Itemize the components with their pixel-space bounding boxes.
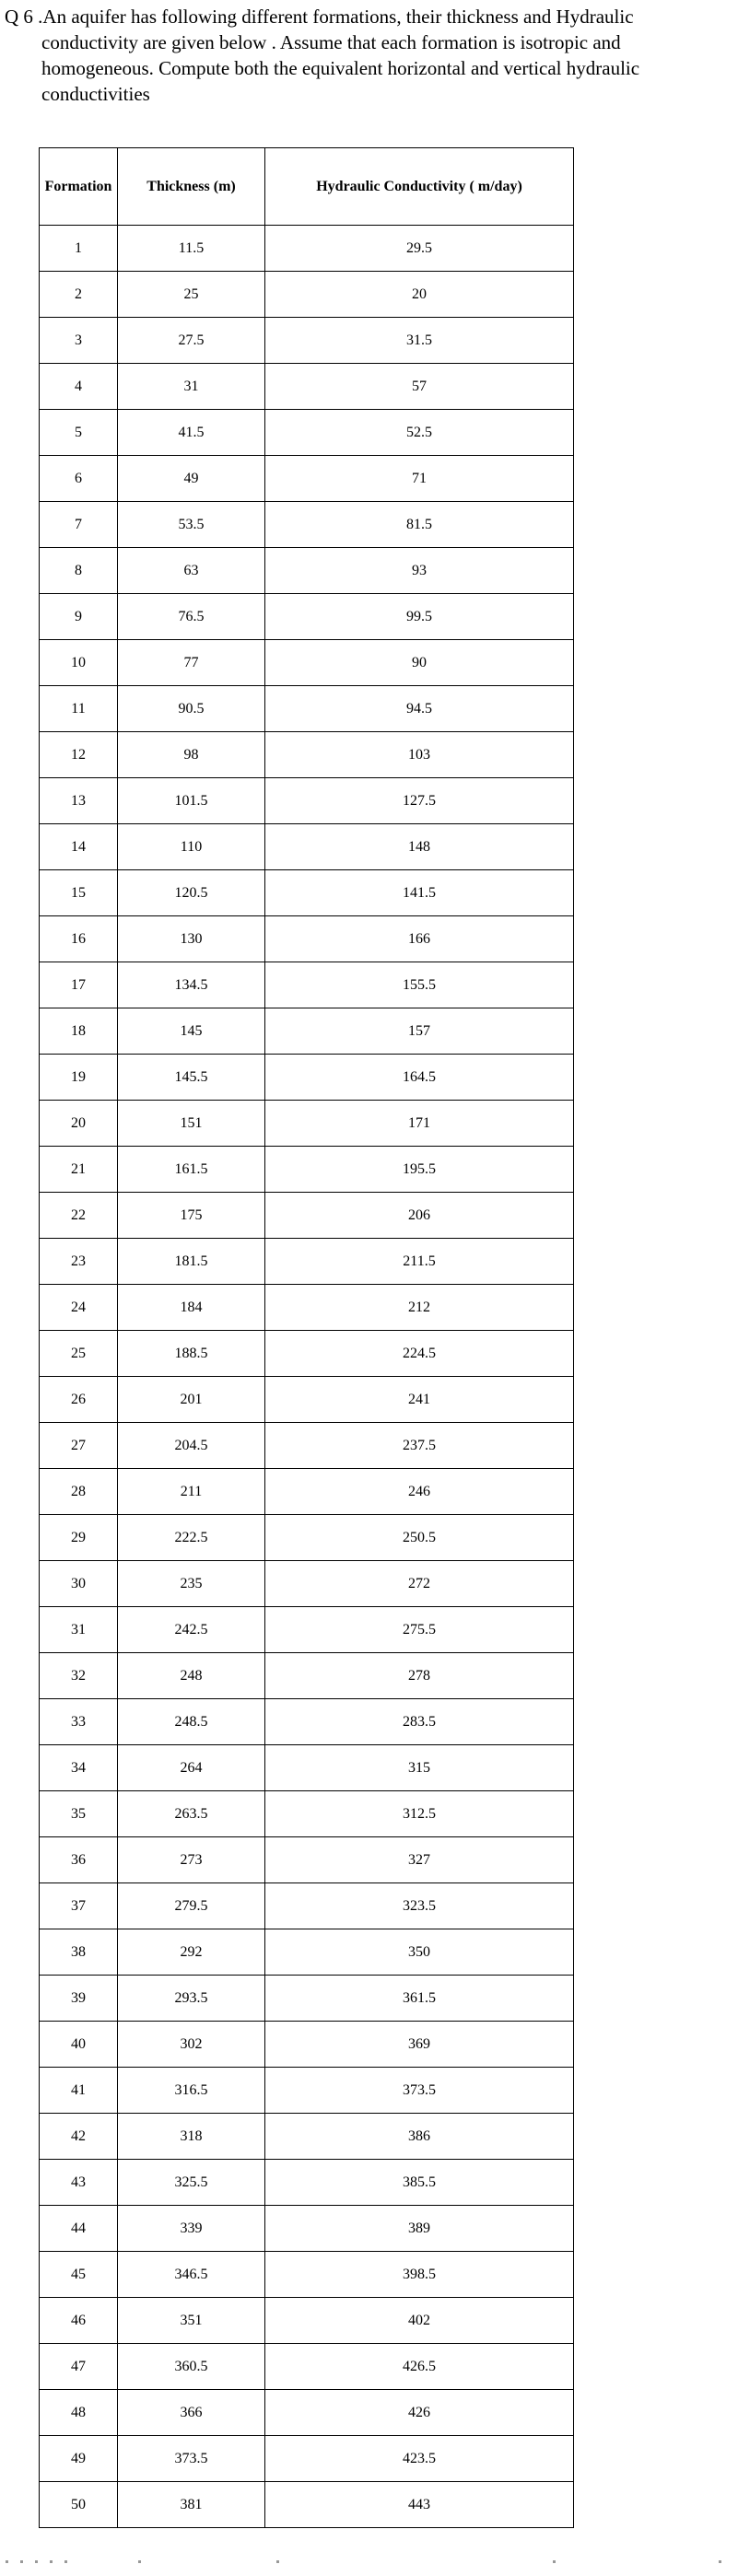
cell-conductivity: 103 (265, 732, 574, 778)
cell-thickness: 248 (118, 1653, 265, 1699)
table-row (40, 1883, 574, 1929)
table-row (40, 1653, 574, 1699)
cell-thickness: 181.5 (118, 1239, 265, 1285)
cell-thickness: 31 (118, 364, 265, 410)
cell-conductivity: 195.5 (265, 1147, 574, 1193)
cell-formation: 38 (40, 1929, 118, 1976)
cell-formation: 14 (40, 824, 118, 870)
table-row (40, 640, 574, 686)
footer-dot (719, 2560, 721, 2563)
cell-thickness: 77 (118, 640, 265, 686)
cell-thickness: 222.5 (118, 1515, 265, 1561)
table-row (40, 1745, 574, 1791)
cell-formation: 50 (40, 2482, 118, 2528)
table-header-row (40, 148, 574, 226)
table-row (40, 226, 574, 272)
table-row (40, 1285, 574, 1331)
cell-conductivity: 386 (265, 2114, 574, 2160)
cell-formation: 31 (40, 1607, 118, 1653)
table-row (40, 2114, 574, 2160)
table-row (40, 1147, 574, 1193)
footer-dot (276, 2560, 279, 2563)
table-row (40, 1515, 574, 1561)
table-row (40, 318, 574, 364)
cell-thickness: 201 (118, 1377, 265, 1423)
cell-formation: 37 (40, 1883, 118, 1929)
cell-thickness: 318 (118, 2114, 265, 2160)
cell-thickness: 120.5 (118, 870, 265, 916)
cell-thickness: 101.5 (118, 778, 265, 824)
cell-thickness: 211 (118, 1469, 265, 1515)
table-row (40, 962, 574, 1008)
cell-conductivity: 237.5 (265, 1423, 574, 1469)
cell-formation: 15 (40, 870, 118, 916)
cell-conductivity: 99.5 (265, 594, 574, 640)
cell-conductivity: 361.5 (265, 1976, 574, 2022)
table-row (40, 594, 574, 640)
cell-conductivity: 155.5 (265, 962, 574, 1008)
formation-table (39, 147, 574, 2528)
question-paragraph (5, 4, 705, 107)
cell-formation: 25 (40, 1331, 118, 1377)
table-row (40, 1976, 574, 2022)
cell-conductivity: 250.5 (265, 1515, 574, 1561)
cell-conductivity: 241 (265, 1377, 574, 1423)
cell-formation: 42 (40, 2114, 118, 2160)
cell-conductivity: 90 (265, 640, 574, 686)
table-row (40, 2206, 574, 2252)
table-row (40, 1929, 574, 1976)
cell-conductivity: 31.5 (265, 318, 574, 364)
cell-conductivity: 312.5 (265, 1791, 574, 1837)
cell-conductivity: 211.5 (265, 1239, 574, 1285)
cell-formation: 17 (40, 962, 118, 1008)
table-row (40, 548, 574, 594)
footer-dot (6, 2560, 8, 2563)
cell-thickness: 130 (118, 916, 265, 962)
cell-conductivity: 20 (265, 272, 574, 318)
cell-conductivity: 423.5 (265, 2436, 574, 2482)
cell-formation: 34 (40, 1745, 118, 1791)
cell-formation: 9 (40, 594, 118, 640)
cell-formation: 3 (40, 318, 118, 364)
cell-thickness: 27.5 (118, 318, 265, 364)
table-row (40, 364, 574, 410)
cell-thickness: 302 (118, 2022, 265, 2068)
cell-formation: 2 (40, 272, 118, 318)
cell-formation: 44 (40, 2206, 118, 2252)
table-row (40, 1561, 574, 1607)
cell-conductivity: 278 (265, 1653, 574, 1699)
cell-thickness: 346.5 (118, 2252, 265, 2298)
cell-conductivity: 93 (265, 548, 574, 594)
table-row (40, 272, 574, 318)
cell-conductivity: 389 (265, 2206, 574, 2252)
cell-conductivity: 166 (265, 916, 574, 962)
header-hydraulic-conductivity: Hydraulic Conductivity ( m/day) (265, 148, 574, 226)
cell-thickness: 90.5 (118, 686, 265, 732)
cell-thickness: 235 (118, 1561, 265, 1607)
cell-conductivity: 171 (265, 1101, 574, 1147)
cell-thickness: 11.5 (118, 226, 265, 272)
cell-conductivity: 148 (265, 824, 574, 870)
cell-formation: 43 (40, 2160, 118, 2206)
cell-conductivity: 212 (265, 1285, 574, 1331)
cell-conductivity: 81.5 (265, 502, 574, 548)
cell-formation: 8 (40, 548, 118, 594)
table-row (40, 1423, 574, 1469)
cell-conductivity: 402 (265, 2298, 574, 2344)
table-row (40, 778, 574, 824)
cell-formation: 19 (40, 1055, 118, 1101)
cell-formation: 24 (40, 1285, 118, 1331)
cell-thickness: 381 (118, 2482, 265, 2528)
cell-formation: 5 (40, 410, 118, 456)
cell-thickness: 161.5 (118, 1147, 265, 1193)
cell-thickness: 49 (118, 456, 265, 502)
cell-formation: 21 (40, 1147, 118, 1193)
cell-formation: 26 (40, 1377, 118, 1423)
cell-conductivity: 127.5 (265, 778, 574, 824)
cell-thickness: 134.5 (118, 962, 265, 1008)
cell-thickness: 279.5 (118, 1883, 265, 1929)
cell-formation: 40 (40, 2022, 118, 2068)
question-block (5, 4, 705, 107)
table-row (40, 1377, 574, 1423)
cell-thickness: 263.5 (118, 1791, 265, 1837)
table-row (40, 2022, 574, 2068)
footer-dot (553, 2560, 556, 2563)
cell-conductivity: 426 (265, 2390, 574, 2436)
cell-conductivity: 224.5 (265, 1331, 574, 1377)
cell-thickness: 53.5 (118, 502, 265, 548)
cell-formation: 39 (40, 1976, 118, 2022)
table-row (40, 456, 574, 502)
cell-formation: 18 (40, 1008, 118, 1055)
cell-conductivity: 29.5 (265, 226, 574, 272)
cell-formation: 35 (40, 1791, 118, 1837)
cell-thickness: 76.5 (118, 594, 265, 640)
table-row (40, 2344, 574, 2390)
cell-conductivity: 398.5 (265, 2252, 574, 2298)
header-formation: Formation (40, 148, 118, 226)
cell-thickness: 204.5 (118, 1423, 265, 1469)
cell-thickness: 25 (118, 272, 265, 318)
table-row (40, 1791, 574, 1837)
cell-formation: 29 (40, 1515, 118, 1561)
table-row (40, 1699, 574, 1745)
cell-thickness: 273 (118, 1837, 265, 1883)
cell-thickness: 351 (118, 2298, 265, 2344)
table-row (40, 1239, 574, 1285)
cell-formation: 11 (40, 686, 118, 732)
table-row (40, 1469, 574, 1515)
footer-dot (20, 2560, 23, 2563)
cell-formation: 6 (40, 456, 118, 502)
cell-conductivity: 57 (265, 364, 574, 410)
cell-thickness: 98 (118, 732, 265, 778)
cell-thickness: 242.5 (118, 1607, 265, 1653)
cell-thickness: 41.5 (118, 410, 265, 456)
table-row (40, 2160, 574, 2206)
cell-thickness: 151 (118, 1101, 265, 1147)
cell-formation: 12 (40, 732, 118, 778)
cell-thickness: 175 (118, 1193, 265, 1239)
cell-thickness: 373.5 (118, 2436, 265, 2482)
cell-formation: 32 (40, 1653, 118, 1699)
cell-formation: 1 (40, 226, 118, 272)
cell-formation: 22 (40, 1193, 118, 1239)
cell-conductivity: 164.5 (265, 1055, 574, 1101)
cell-formation: 30 (40, 1561, 118, 1607)
table-row (40, 824, 574, 870)
cell-conductivity: 275.5 (265, 1607, 574, 1653)
cell-conductivity: 443 (265, 2482, 574, 2528)
table-row (40, 870, 574, 916)
cell-conductivity: 71 (265, 456, 574, 502)
cell-formation: 46 (40, 2298, 118, 2344)
cell-thickness: 110 (118, 824, 265, 870)
cell-conductivity: 327 (265, 1837, 574, 1883)
cell-formation: 45 (40, 2252, 118, 2298)
cell-thickness: 360.5 (118, 2344, 265, 2390)
cell-formation: 48 (40, 2390, 118, 2436)
footer-dots (0, 2560, 738, 2570)
cell-thickness: 184 (118, 1285, 265, 1331)
cell-thickness: 292 (118, 1929, 265, 1976)
table-row (40, 2482, 574, 2528)
cell-conductivity: 246 (265, 1469, 574, 1515)
cell-thickness: 316.5 (118, 2068, 265, 2114)
footer-dot (35, 2560, 38, 2563)
cell-formation: 4 (40, 364, 118, 410)
table-row (40, 410, 574, 456)
footer-dot (64, 2560, 67, 2563)
table-row (40, 686, 574, 732)
table-row (40, 1055, 574, 1101)
cell-conductivity: 283.5 (265, 1699, 574, 1745)
cell-conductivity: 315 (265, 1745, 574, 1791)
table-row (40, 1008, 574, 1055)
cell-conductivity: 157 (265, 1008, 574, 1055)
table-row (40, 916, 574, 962)
cell-conductivity: 323.5 (265, 1883, 574, 1929)
cell-formation: 27 (40, 1423, 118, 1469)
cell-formation: 36 (40, 1837, 118, 1883)
table-row (40, 2252, 574, 2298)
cell-thickness: 366 (118, 2390, 265, 2436)
cell-formation: 47 (40, 2344, 118, 2390)
cell-conductivity: 369 (265, 2022, 574, 2068)
cell-formation: 7 (40, 502, 118, 548)
cell-formation: 16 (40, 916, 118, 962)
table-row (40, 2390, 574, 2436)
cell-formation: 23 (40, 1239, 118, 1285)
cell-formation: 41 (40, 2068, 118, 2114)
cell-thickness: 145.5 (118, 1055, 265, 1101)
table-row (40, 1607, 574, 1653)
cell-conductivity: 94.5 (265, 686, 574, 732)
cell-thickness: 145 (118, 1008, 265, 1055)
cell-thickness: 293.5 (118, 1976, 265, 2022)
cell-conductivity: 272 (265, 1561, 574, 1607)
cell-formation: 28 (40, 1469, 118, 1515)
table-row (40, 2436, 574, 2482)
header-thickness: Thickness (m) (118, 148, 265, 226)
cell-formation: 20 (40, 1101, 118, 1147)
cell-thickness: 325.5 (118, 2160, 265, 2206)
table-row (40, 1193, 574, 1239)
table-row (40, 1837, 574, 1883)
cell-thickness: 188.5 (118, 1331, 265, 1377)
footer-dot (50, 2560, 53, 2563)
cell-conductivity: 52.5 (265, 410, 574, 456)
cell-conductivity: 426.5 (265, 2344, 574, 2390)
table-row (40, 502, 574, 548)
question-text: An aquifer has following different formations, their thickness and Hydraulic conductivity are given below . Assume that each formation is isotropic and homogeneous. Compute both the equivalent horizontal and vertical hydraulic conductivities (41, 6, 640, 105)
table-row (40, 1101, 574, 1147)
cell-thickness: 63 (118, 548, 265, 594)
cell-thickness: 248.5 (118, 1699, 265, 1745)
cell-thickness: 339 (118, 2206, 265, 2252)
cell-formation: 33 (40, 1699, 118, 1745)
cell-conductivity: 385.5 (265, 2160, 574, 2206)
cell-conductivity: 373.5 (265, 2068, 574, 2114)
cell-thickness: 264 (118, 1745, 265, 1791)
cell-formation: 13 (40, 778, 118, 824)
cell-formation: 49 (40, 2436, 118, 2482)
footer-dot (138, 2560, 141, 2563)
question-number: Q 6 . (5, 6, 43, 28)
cell-conductivity: 206 (265, 1193, 574, 1239)
cell-formation: 10 (40, 640, 118, 686)
table-row (40, 2068, 574, 2114)
cell-conductivity: 350 (265, 1929, 574, 1976)
table-row (40, 732, 574, 778)
table-body (40, 226, 574, 2528)
table-row (40, 2298, 574, 2344)
cell-conductivity: 141.5 (265, 870, 574, 916)
table-row (40, 1331, 574, 1377)
